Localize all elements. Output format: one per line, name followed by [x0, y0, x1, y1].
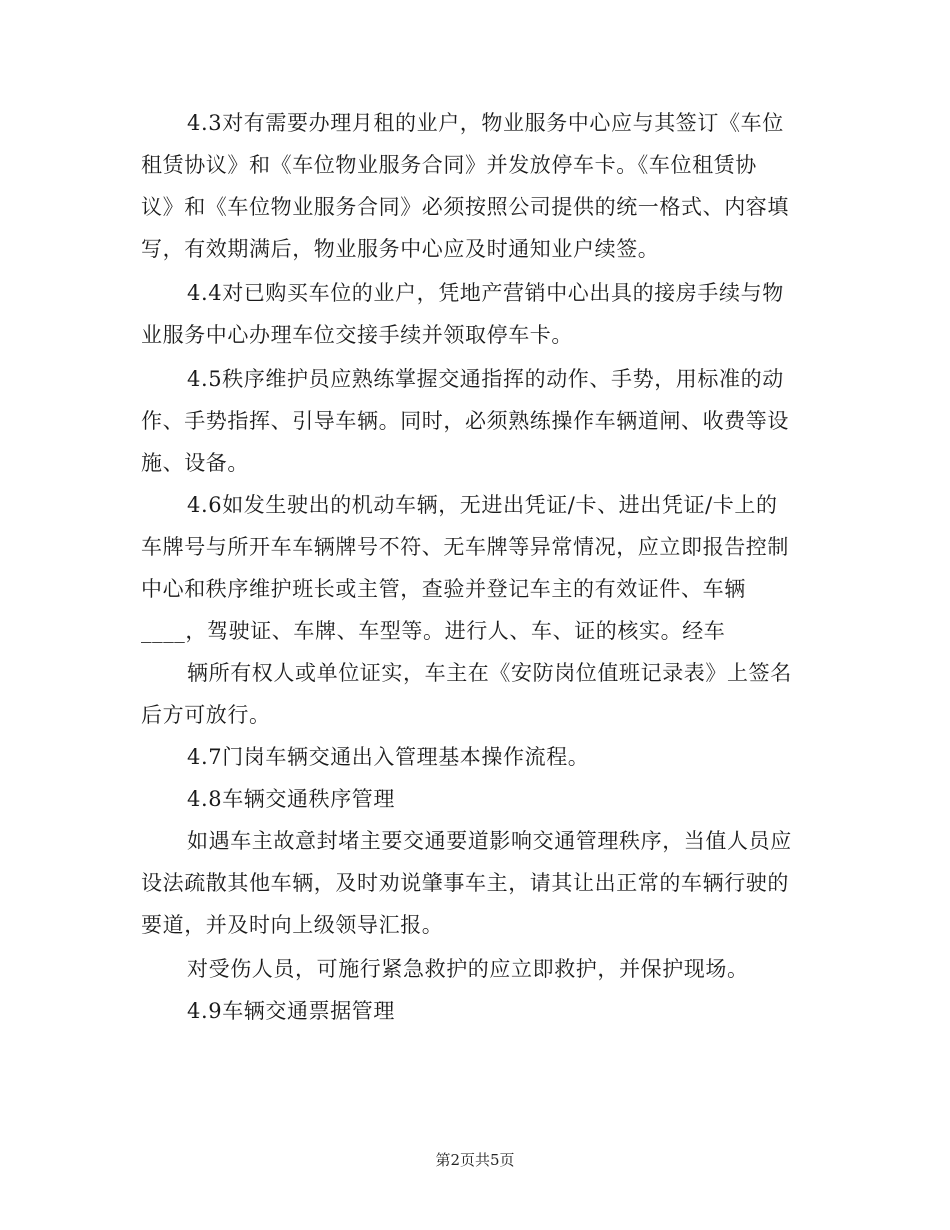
paragraph-4-7: 4.7门岗车辆交通出入管理基本操作流程。 [187, 745, 590, 769]
paragraph-4-3-line-3: 议》和《车位物业服务合同》必须按照公司提供的统一格式、内容填 [141, 195, 789, 219]
paragraph-4-5-line-2: 作、手势指挥、引导车辆。同时，必须熟练操作车辆道闸、收费等设 [141, 409, 789, 433]
heading-4-9: 4.9车辆交通票据管理 [187, 999, 395, 1023]
paragraph-4-6-line-1: 4.6如发生驶出的机动车辆，无进出凭证/卡、进出凭证/卡上的 [187, 493, 778, 517]
paragraph-4-5-line-3: 施、设备。 [141, 451, 249, 475]
paragraph-4-6-line-4: ____，驾驶证、车牌、车型等。进行人、车、证的核实。经车 [141, 619, 726, 643]
paragraph-4-8-line-1: 如遇车主故意封堵主要交通要道影响交通管理秩序，当值人员应 [187, 829, 792, 853]
paragraph-4-6-line-5: 辆所有权人或单位证实，车主在《安防岗位值班记录表》上签名 [187, 661, 792, 685]
paragraph-injured: 对受伤人员，可施行紧急救护的应立即救护，并保护现场。 [187, 957, 749, 981]
paragraph-4-8-line-2: 设法疏散其他车辆，及时劝说肇事车主，请其让出正常的车辆行驶的 [141, 871, 789, 895]
paragraph-4-3-line-4: 写，有效期满后，物业服务中心应及时通知业户续签。 [141, 237, 660, 261]
paragraph-4-4-line-1: 4.4对已购买车位的业户，凭地产营销中心出具的接房手续与物 [187, 281, 784, 305]
paragraph-4-8-line-3: 要道，并及时向上级领导汇报。 [141, 913, 444, 937]
page-footer: 第2页共5页 [435, 1151, 515, 1169]
paragraph-4-6-line-2: 车牌号与所开车车辆牌号不符、无车牌等异常情况，应立即报告控制 [141, 535, 789, 559]
paragraph-4-4-line-2: 业服务中心办理车位交接手续并领取停车卡。 [141, 323, 573, 347]
paragraph-4-3-line-2: 租赁协议》和《车位物业服务合同》并发放停车卡。《车位租赁协 [141, 153, 757, 177]
paragraph-4-6-line-6: 后方可放行。 [141, 703, 271, 727]
paragraph-4-5-line-1: 4.5秩序维护员应熟练掌握交通指挥的动作、手势，用标准的动 [187, 367, 784, 391]
paragraph-4-3-line-1: 4.3对有需要办理月租的业户，物业服务中心应与其签订《车位 [187, 111, 784, 135]
paragraph-4-6-line-3: 中心和秩序维护班长或主管，查验并登记车主的有效证件、车辆 [141, 577, 746, 601]
heading-4-8: 4.8车辆交通秩序管理 [187, 787, 395, 811]
